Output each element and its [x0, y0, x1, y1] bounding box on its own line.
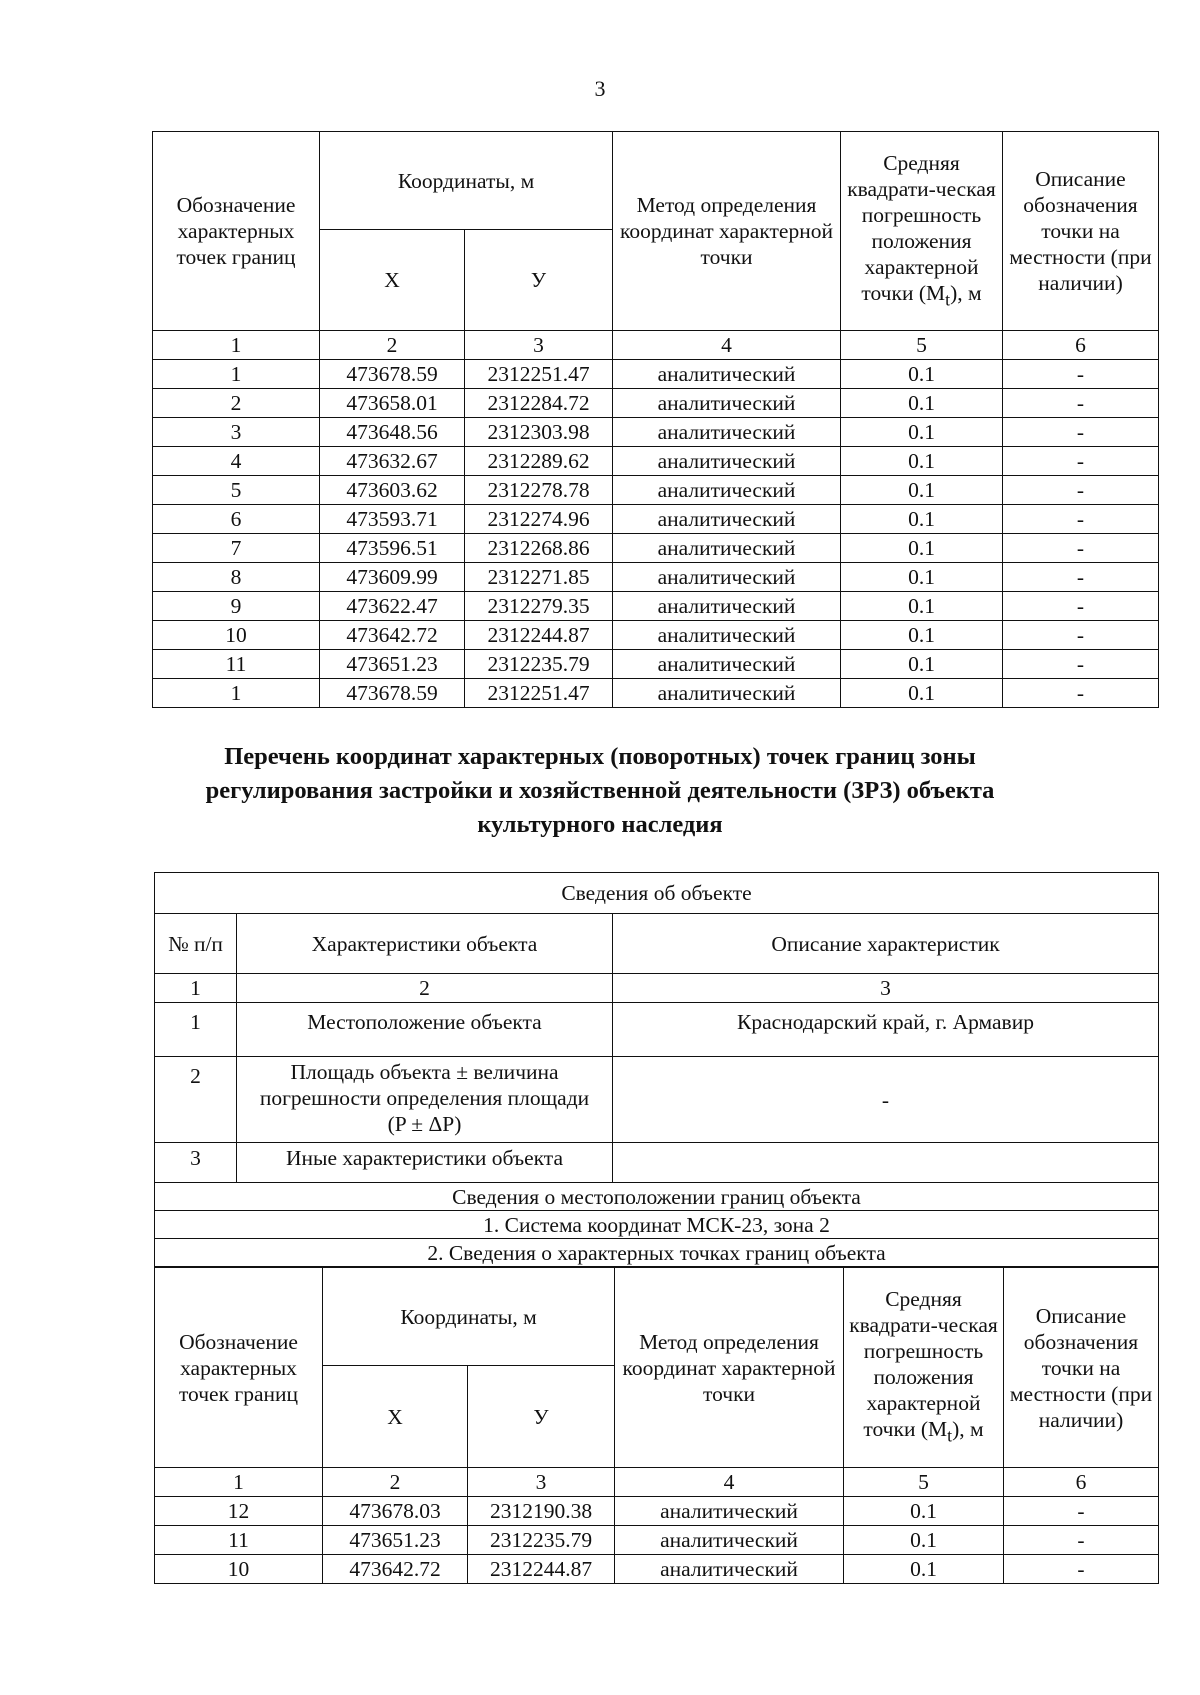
y-value: 2312289.62 — [465, 447, 613, 476]
method: аналитический — [613, 418, 841, 447]
point-id: 10 — [155, 1555, 323, 1584]
y-value: 2312244.87 — [468, 1555, 615, 1584]
section-title: Перечень координат характерных (поворотных) точек границ зоны регулирования застройки и хозяйственной деятельности (ЗРЗ) объекта культурного наследия — [205, 743, 995, 838]
y-value: 2312251.47 — [465, 679, 613, 708]
points-heading: 2. Сведения о характерных точках границ объекта — [155, 1239, 1159, 1267]
x-value: 473593.71 — [320, 505, 465, 534]
x-value: 473651.23 — [323, 1526, 468, 1555]
x-value: 473642.72 — [320, 621, 465, 650]
object-row: 1 Местоположение объекта Краснодарский край, г. Армавир — [155, 1003, 1159, 1057]
description: - — [1003, 505, 1159, 534]
error: 0.1 — [841, 447, 1003, 476]
description: - — [1003, 563, 1159, 592]
object-info-heading: Сведения об объекте — [155, 873, 1159, 914]
point-id: 9 — [153, 592, 320, 621]
table-row — [153, 563, 1159, 592]
location-heading: Сведения о местоположении границ объекта — [155, 1183, 1159, 1211]
method: аналитический — [615, 1555, 844, 1584]
error: 0.1 — [841, 360, 1003, 389]
table-row — [155, 1497, 1159, 1526]
y-value: 2312279.35 — [465, 592, 613, 621]
method: аналитический — [615, 1497, 844, 1526]
index-row: 1 2 3 — [155, 974, 1159, 1003]
point-id: 10 — [153, 621, 320, 650]
table-row — [153, 389, 1159, 418]
y-value: 2312274.96 — [465, 505, 613, 534]
description: - — [1003, 476, 1159, 505]
header-coordinates: Координаты, м — [323, 1268, 615, 1366]
index-row: 1 2 3 4 5 6 — [153, 331, 1159, 360]
coord-system: 1. Система координат МСК-23, зона 2 — [155, 1211, 1159, 1239]
header-description: Описание обозначения точки на местности (при наличии) — [1003, 132, 1159, 331]
description: - — [1003, 534, 1159, 563]
error: 0.1 — [844, 1555, 1004, 1584]
method: аналитический — [613, 592, 841, 621]
error: 0.1 — [844, 1497, 1004, 1526]
y-value: 2312235.79 — [465, 650, 613, 679]
coordinates-table-2 — [154, 1267, 1159, 1584]
description: - — [1003, 418, 1159, 447]
y-value: 2312271.85 — [465, 563, 613, 592]
y-value: 2312268.86 — [465, 534, 613, 563]
error: 0.1 — [841, 679, 1003, 708]
object-info-table — [154, 872, 1159, 1267]
y-value: 2312244.87 — [465, 621, 613, 650]
x-value: 473678.03 — [323, 1497, 468, 1526]
error: 0.1 — [841, 418, 1003, 447]
error: 0.1 — [841, 650, 1003, 679]
method: аналитический — [613, 650, 841, 679]
page-number: 3 — [594, 76, 606, 101]
error: 0.1 — [841, 505, 1003, 534]
error: 0.1 — [841, 592, 1003, 621]
header-characteristics: Характеристики объекта — [237, 914, 613, 974]
description: - — [1004, 1555, 1159, 1584]
header-x: X — [323, 1366, 468, 1468]
table-row — [153, 360, 1159, 389]
x-value: 473651.23 — [320, 650, 465, 679]
method: аналитический — [613, 476, 841, 505]
table-row — [153, 679, 1159, 708]
error: 0.1 — [841, 563, 1003, 592]
x-value: 473678.59 — [320, 360, 465, 389]
header-x: X — [320, 230, 465, 331]
error: 0.1 — [844, 1526, 1004, 1555]
object-row: 3 Иные характеристики объекта — [155, 1143, 1159, 1183]
error: 0.1 — [841, 534, 1003, 563]
y-value: 2312278.78 — [465, 476, 613, 505]
method: аналитический — [613, 360, 841, 389]
table-row — [153, 476, 1159, 505]
header-method: Метод определения координат характерной точки — [615, 1268, 844, 1468]
error: 0.1 — [841, 621, 1003, 650]
header-char-description: Описание характеристик — [613, 914, 1159, 974]
x-value: 473609.99 — [320, 563, 465, 592]
description: - — [1003, 447, 1159, 476]
table-row — [153, 592, 1159, 621]
table-row — [153, 418, 1159, 447]
y-value: 2312251.47 — [465, 360, 613, 389]
header-error: Средняя квадрати-ческая погрешность положения характерной точки $(M_t)$, м — [841, 132, 1003, 331]
error: 0.1 — [841, 389, 1003, 418]
point-id: 11 — [153, 650, 320, 679]
point-id: 5 — [153, 476, 320, 505]
coordinates-table-1 — [152, 131, 1159, 708]
x-value: 473596.51 — [320, 534, 465, 563]
method: аналитический — [613, 447, 841, 476]
point-id: 8 — [153, 563, 320, 592]
x-value: 473632.67 — [320, 447, 465, 476]
header-point-designation: Обозначение характерных точек границ — [153, 132, 320, 331]
header-error: Средняя квадрати-ческая погрешность положения характерной точки $(M_t)$, м — [844, 1268, 1004, 1468]
table-row — [153, 534, 1159, 563]
method: аналитический — [613, 679, 841, 708]
method: аналитический — [613, 505, 841, 534]
x-value: 473648.56 — [320, 418, 465, 447]
method: аналитический — [613, 534, 841, 563]
y-value: 2312284.72 — [465, 389, 613, 418]
header-num: № п/п — [155, 914, 237, 974]
method: аналитический — [613, 563, 841, 592]
point-id: 7 — [153, 534, 320, 563]
error: 0.1 — [841, 476, 1003, 505]
point-id: 11 — [155, 1526, 323, 1555]
description: - — [1003, 360, 1159, 389]
table-row — [155, 1526, 1159, 1555]
header-coordinates: Координаты, м — [320, 132, 613, 230]
x-value: 473622.47 — [320, 592, 465, 621]
description: - — [1003, 621, 1159, 650]
point-id: 4 — [153, 447, 320, 476]
method: аналитический — [615, 1526, 844, 1555]
header-method: Метод определения координат характерной точки — [613, 132, 841, 331]
index-row: 1 2 3 4 5 6 — [155, 1468, 1159, 1497]
method: аналитический — [613, 389, 841, 418]
y-value: 2312235.79 — [468, 1526, 615, 1555]
point-id: 12 — [155, 1497, 323, 1526]
y-value: 2312303.98 — [465, 418, 613, 447]
table-row — [153, 621, 1159, 650]
x-value: 473658.01 — [320, 389, 465, 418]
header-y: У — [465, 230, 613, 331]
header-description: Описание обозначения точки на местности (при наличии) — [1004, 1268, 1159, 1468]
y-value: 2312190.38 — [468, 1497, 615, 1526]
header-point-designation: Обозначение характерных точек границ — [155, 1268, 323, 1468]
table-row — [155, 1555, 1159, 1584]
point-id: 6 — [153, 505, 320, 534]
header-y: У — [468, 1366, 615, 1468]
x-value: 473603.62 — [320, 476, 465, 505]
x-value: 473642.72 — [323, 1555, 468, 1584]
method: аналитический — [613, 621, 841, 650]
description: - — [1003, 592, 1159, 621]
point-id: 3 — [153, 418, 320, 447]
description: - — [1003, 389, 1159, 418]
table-row — [153, 505, 1159, 534]
description: - — [1003, 679, 1159, 708]
point-id: 2 — [153, 389, 320, 418]
x-value: 473678.59 — [320, 679, 465, 708]
point-id: 1 — [153, 679, 320, 708]
description: - — [1004, 1497, 1159, 1526]
point-id: 1 — [153, 360, 320, 389]
table-row — [153, 650, 1159, 679]
object-row: 2 Площадь объекта ± величина погрешности определения площади (P ± ΔP) - — [155, 1057, 1159, 1143]
description: - — [1004, 1526, 1159, 1555]
description: - — [1003, 650, 1159, 679]
table-row — [153, 447, 1159, 476]
